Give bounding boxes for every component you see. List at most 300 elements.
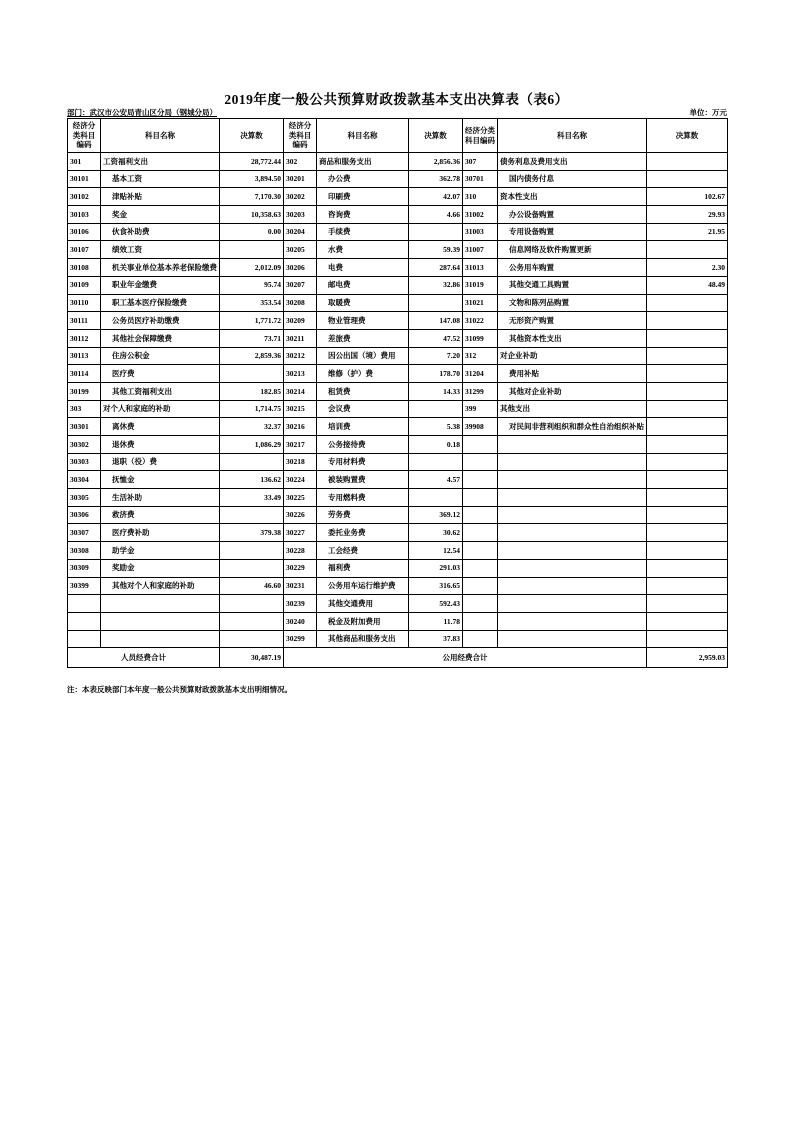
econ-code-cell: 30304 bbox=[68, 471, 101, 489]
econ-code-cell: 31013 bbox=[463, 259, 498, 277]
amount-cell bbox=[647, 612, 728, 630]
amount-cell: 1,771.72 bbox=[220, 312, 284, 330]
amount-cell: 362.78 bbox=[409, 170, 463, 188]
amount-cell bbox=[647, 559, 728, 577]
subject-name-cell: 差旅费 bbox=[317, 329, 409, 347]
amount-cell bbox=[647, 294, 728, 312]
subject-name-cell: 其他商品和服务支出 bbox=[317, 630, 409, 648]
subject-name-cell bbox=[101, 630, 220, 648]
subject-name-cell: 职工基本医疗保险缴费 bbox=[101, 294, 220, 312]
econ-code-cell: 30216 bbox=[284, 418, 317, 436]
amount-cell: 2,856.36 bbox=[409, 153, 463, 171]
subject-name-cell: 维修（护）费 bbox=[317, 365, 409, 383]
subject-name-cell: 专用材料费 bbox=[317, 453, 409, 471]
subject-name-cell: 手续费 bbox=[317, 223, 409, 241]
subject-name-cell: 其他资本性支出 bbox=[498, 329, 647, 347]
econ-code-cell bbox=[463, 612, 498, 630]
amount-cell bbox=[647, 506, 728, 524]
amount-cell bbox=[647, 312, 728, 330]
public-total-value: 2,959.03 bbox=[647, 648, 728, 668]
subject-name-cell bbox=[101, 612, 220, 630]
subject-name-cell: 住房公积金 bbox=[101, 347, 220, 365]
header-amount: 决算数 bbox=[220, 119, 284, 153]
econ-code-cell: 30308 bbox=[68, 542, 101, 560]
subject-name-cell: 费用补贴 bbox=[498, 365, 647, 383]
header-econ-code: 经济分类科目编码 bbox=[463, 119, 498, 153]
document-title: 2019年度一般公共预算财政拨款基本支出决算表（表6） bbox=[224, 92, 569, 107]
subject-name-cell: 其他对企业补助 bbox=[498, 382, 647, 400]
subject-name-cell: 水费 bbox=[317, 241, 409, 259]
table-row bbox=[68, 241, 728, 259]
amount-cell: 102.67 bbox=[647, 188, 728, 206]
table-row bbox=[68, 206, 728, 224]
amount-cell bbox=[220, 241, 284, 259]
subject-name-cell: 基本工资 bbox=[101, 170, 220, 188]
econ-code-cell: 30307 bbox=[68, 524, 101, 542]
amount-cell bbox=[409, 400, 463, 418]
econ-code-cell: 30701 bbox=[463, 170, 498, 188]
amount-cell bbox=[647, 170, 728, 188]
econ-code-cell: 30302 bbox=[68, 436, 101, 454]
econ-code-cell: 31022 bbox=[463, 312, 498, 330]
subject-name-cell: 奖金 bbox=[101, 206, 220, 224]
subject-name-cell: 医疗费补助 bbox=[101, 524, 220, 542]
table-row bbox=[68, 542, 728, 560]
subject-name-cell: 公务用车运行维护费 bbox=[317, 577, 409, 595]
econ-code-cell bbox=[463, 524, 498, 542]
econ-code-cell: 310 bbox=[463, 188, 498, 206]
econ-code-cell: 30111 bbox=[68, 312, 101, 330]
amount-cell: 73.71 bbox=[220, 329, 284, 347]
table-row bbox=[68, 489, 728, 507]
table-row bbox=[68, 276, 728, 294]
subject-name-cell: 劳务费 bbox=[317, 506, 409, 524]
amount-cell: 0.00 bbox=[220, 223, 284, 241]
subject-name-cell: 会议费 bbox=[317, 400, 409, 418]
table-row bbox=[68, 188, 728, 206]
subject-name-cell: 因公出国（境）费用 bbox=[317, 347, 409, 365]
econ-code-cell: 30114 bbox=[68, 365, 101, 383]
econ-code-cell: 31003 bbox=[463, 223, 498, 241]
subject-name-cell bbox=[498, 436, 647, 454]
personnel-total-label: 人员经费合计 bbox=[68, 648, 220, 668]
subject-name-cell: 工资福利支出 bbox=[101, 153, 220, 171]
subject-name-cell bbox=[498, 453, 647, 471]
econ-code-cell: 30212 bbox=[284, 347, 317, 365]
amount-cell: 136.62 bbox=[220, 471, 284, 489]
econ-code-cell: 30399 bbox=[68, 577, 101, 595]
amount-cell: 1,086.29 bbox=[220, 436, 284, 454]
econ-code-cell: 39908 bbox=[463, 418, 498, 436]
econ-code-cell bbox=[68, 595, 101, 613]
table-row bbox=[68, 595, 728, 613]
amount-cell: 4.57 bbox=[409, 471, 463, 489]
subject-name-cell bbox=[498, 612, 647, 630]
subject-name-cell: 职业年金缴费 bbox=[101, 276, 220, 294]
amount-cell: 59.39 bbox=[409, 241, 463, 259]
econ-code-cell bbox=[463, 436, 498, 454]
subject-name-cell: 咨询费 bbox=[317, 206, 409, 224]
subject-name-cell: 国内债务付息 bbox=[498, 170, 647, 188]
amount-cell: 178.70 bbox=[409, 365, 463, 383]
subject-name-cell: 对企业补助 bbox=[498, 347, 647, 365]
econ-code-cell: 30209 bbox=[284, 312, 317, 330]
subject-name-cell: 电费 bbox=[317, 259, 409, 277]
econ-code-cell: 307 bbox=[463, 153, 498, 171]
amount-cell: 12.54 bbox=[409, 542, 463, 560]
subject-name-cell: 助学金 bbox=[101, 542, 220, 560]
econ-code-cell: 30206 bbox=[284, 259, 317, 277]
amount-cell bbox=[220, 453, 284, 471]
econ-code-cell: 31099 bbox=[463, 329, 498, 347]
personnel-total-value: 30,487.19 bbox=[220, 648, 284, 668]
table-row bbox=[68, 170, 728, 188]
table-row bbox=[68, 612, 728, 630]
econ-code-cell: 30211 bbox=[284, 329, 317, 347]
econ-code-cell: 30109 bbox=[68, 276, 101, 294]
econ-code-cell bbox=[463, 577, 498, 595]
econ-code-cell: 30106 bbox=[68, 223, 101, 241]
econ-code-cell: 31021 bbox=[463, 294, 498, 312]
econ-code-cell: 30225 bbox=[284, 489, 317, 507]
econ-code-cell: 30107 bbox=[68, 241, 101, 259]
econ-code-cell: 30239 bbox=[284, 595, 317, 613]
subject-name-cell: 工会经费 bbox=[317, 542, 409, 560]
amount-cell bbox=[647, 347, 728, 365]
amount-cell bbox=[647, 595, 728, 613]
econ-code-cell: 31007 bbox=[463, 241, 498, 259]
amount-cell bbox=[647, 329, 728, 347]
department-label: 部门：武汉市公安局青山区分局（钢城分局） bbox=[67, 108, 217, 117]
subject-name-cell bbox=[498, 559, 647, 577]
econ-code-cell: 30227 bbox=[284, 524, 317, 542]
table-row bbox=[68, 630, 728, 648]
econ-code-cell: 30101 bbox=[68, 170, 101, 188]
econ-code-cell: 30201 bbox=[284, 170, 317, 188]
table-row bbox=[68, 418, 728, 436]
subject-name-cell: 奖励金 bbox=[101, 559, 220, 577]
econ-code-cell: 30203 bbox=[284, 206, 317, 224]
econ-code-cell: 30112 bbox=[68, 329, 101, 347]
amount-cell: 29.93 bbox=[647, 206, 728, 224]
amount-cell: 28,772.44 bbox=[220, 153, 284, 171]
table-row bbox=[68, 453, 728, 471]
amount-cell: 95.74 bbox=[220, 276, 284, 294]
table-row bbox=[68, 294, 728, 312]
econ-code-cell: 30207 bbox=[284, 276, 317, 294]
econ-code-cell bbox=[463, 595, 498, 613]
subject-name-cell: 商品和服务支出 bbox=[317, 153, 409, 171]
public-total-label: 公用经费合计 bbox=[284, 648, 647, 668]
subject-name-cell: 无形资产购置 bbox=[498, 312, 647, 330]
econ-code-cell: 30226 bbox=[284, 506, 317, 524]
econ-code-cell: 30301 bbox=[68, 418, 101, 436]
subject-name-cell: 津贴补贴 bbox=[101, 188, 220, 206]
econ-code-cell: 30102 bbox=[68, 188, 101, 206]
econ-code-cell: 30199 bbox=[68, 382, 101, 400]
amount-cell: 379.38 bbox=[220, 524, 284, 542]
table-row bbox=[68, 506, 728, 524]
subject-name-cell: 文物和陈列品购置 bbox=[498, 294, 647, 312]
subject-name-cell: 取暖费 bbox=[317, 294, 409, 312]
subject-name-cell bbox=[498, 506, 647, 524]
amount-cell bbox=[647, 241, 728, 259]
meta-row bbox=[67, 105, 727, 118]
econ-code-cell: 30110 bbox=[68, 294, 101, 312]
amount-cell: 0.18 bbox=[409, 436, 463, 454]
subject-name-cell: 其他交通费用 bbox=[317, 595, 409, 613]
table-row bbox=[68, 524, 728, 542]
econ-code-cell: 30306 bbox=[68, 506, 101, 524]
subject-name-cell: 其他工资福利支出 bbox=[101, 382, 220, 400]
amount-cell: 316.65 bbox=[409, 577, 463, 595]
table-body bbox=[68, 153, 728, 668]
econ-code-cell: 30208 bbox=[284, 294, 317, 312]
amount-cell: 2,859.36 bbox=[220, 347, 284, 365]
subject-name-cell: 机关事业单位基本养老保险缴费 bbox=[101, 259, 220, 277]
amount-cell: 30.62 bbox=[409, 524, 463, 542]
subject-name-cell: 退休费 bbox=[101, 436, 220, 454]
subject-name-cell: 税金及附加费用 bbox=[317, 612, 409, 630]
amount-cell: 2,012.09 bbox=[220, 259, 284, 277]
econ-code-cell: 30202 bbox=[284, 188, 317, 206]
amount-cell bbox=[220, 542, 284, 560]
totals-row bbox=[68, 648, 728, 668]
econ-code-cell: 30204 bbox=[284, 223, 317, 241]
amount-cell: 2.30 bbox=[647, 259, 728, 277]
econ-code-cell: 30215 bbox=[284, 400, 317, 418]
subject-name-cell: 对个人和家庭的补助 bbox=[101, 400, 220, 418]
table-row bbox=[68, 329, 728, 347]
subject-name-cell: 专用设备购置 bbox=[498, 223, 647, 241]
econ-code-cell: 30229 bbox=[284, 559, 317, 577]
econ-code-cell bbox=[68, 612, 101, 630]
table-row bbox=[68, 365, 728, 383]
amount-cell: 11.78 bbox=[409, 612, 463, 630]
econ-code-cell: 30218 bbox=[284, 453, 317, 471]
subject-name-cell: 债务利息及费用支出 bbox=[498, 153, 647, 171]
subject-name-cell: 办公设备购置 bbox=[498, 206, 647, 224]
decision-table bbox=[67, 118, 728, 668]
subject-name-cell: 福利费 bbox=[317, 559, 409, 577]
amount-cell: 287.64 bbox=[409, 259, 463, 277]
econ-code-cell: 30214 bbox=[284, 382, 317, 400]
amount-cell: 37.83 bbox=[409, 630, 463, 648]
amount-cell: 14.33 bbox=[409, 382, 463, 400]
subject-name-cell: 印刷费 bbox=[317, 188, 409, 206]
econ-code-cell bbox=[68, 630, 101, 648]
subject-name-cell bbox=[498, 524, 647, 542]
econ-code-cell: 30228 bbox=[284, 542, 317, 560]
econ-code-cell: 302 bbox=[284, 153, 317, 171]
econ-code-cell: 30309 bbox=[68, 559, 101, 577]
amount-cell bbox=[647, 542, 728, 560]
econ-code-cell: 30231 bbox=[284, 577, 317, 595]
subject-name-cell bbox=[498, 489, 647, 507]
subject-name-cell: 绩效工资 bbox=[101, 241, 220, 259]
econ-code-cell bbox=[463, 506, 498, 524]
amount-cell bbox=[647, 453, 728, 471]
amount-cell bbox=[647, 471, 728, 489]
amount-cell: 1,714.75 bbox=[220, 400, 284, 418]
subject-name-cell: 抚恤金 bbox=[101, 471, 220, 489]
econ-code-cell: 31019 bbox=[463, 276, 498, 294]
table-row bbox=[68, 559, 728, 577]
econ-code-cell: 30299 bbox=[284, 630, 317, 648]
subject-name-cell: 对民间非营利组织和群众性自治组织补贴 bbox=[498, 418, 647, 436]
subject-name-cell: 资本性支出 bbox=[498, 188, 647, 206]
header-amount: 决算数 bbox=[647, 119, 728, 153]
table-row bbox=[68, 223, 728, 241]
subject-name-cell: 救济费 bbox=[101, 506, 220, 524]
econ-code-cell: 30205 bbox=[284, 241, 317, 259]
subject-name-cell bbox=[498, 595, 647, 613]
subject-name-cell: 公务用车购置 bbox=[498, 259, 647, 277]
table-row bbox=[68, 400, 728, 418]
amount-cell: 42.07 bbox=[409, 188, 463, 206]
table-row bbox=[68, 471, 728, 489]
table-row bbox=[68, 259, 728, 277]
subject-name-cell: 租赁费 bbox=[317, 382, 409, 400]
amount-cell bbox=[647, 400, 728, 418]
subject-name-cell: 其他社会保障缴费 bbox=[101, 329, 220, 347]
subject-name-cell: 其他对个人和家庭的补助 bbox=[101, 577, 220, 595]
amount-cell bbox=[220, 630, 284, 648]
subject-name-cell bbox=[498, 630, 647, 648]
econ-code-cell: 31299 bbox=[463, 382, 498, 400]
amount-cell bbox=[647, 489, 728, 507]
subject-name-cell: 物业管理费 bbox=[317, 312, 409, 330]
amount-cell bbox=[647, 436, 728, 454]
header-subject-name: 科目名称 bbox=[101, 119, 220, 153]
table-note: 注：本表反映部门本年度一般公共预算财政拨款基本支出明细情况。 bbox=[67, 685, 292, 694]
amount-cell: 46.60 bbox=[220, 577, 284, 595]
amount-cell bbox=[647, 577, 728, 595]
subject-name-cell: 培训费 bbox=[317, 418, 409, 436]
econ-code-cell: 30240 bbox=[284, 612, 317, 630]
econ-code-cell: 31002 bbox=[463, 206, 498, 224]
econ-code-cell: 30305 bbox=[68, 489, 101, 507]
subject-name-cell: 生活补助 bbox=[101, 489, 220, 507]
amount-cell bbox=[409, 489, 463, 507]
table-row bbox=[68, 153, 728, 171]
amount-cell bbox=[409, 453, 463, 471]
econ-code-cell: 399 bbox=[463, 400, 498, 418]
table-row bbox=[68, 312, 728, 330]
econ-code-cell: 30224 bbox=[284, 471, 317, 489]
subject-name-cell: 信息网络及软件购置更新 bbox=[498, 241, 647, 259]
econ-code-cell bbox=[463, 559, 498, 577]
header-subject-name: 科目名称 bbox=[498, 119, 647, 153]
econ-code-cell: 30303 bbox=[68, 453, 101, 471]
econ-code-cell: 30103 bbox=[68, 206, 101, 224]
subject-name-cell bbox=[498, 471, 647, 489]
amount-cell: 592.43 bbox=[409, 595, 463, 613]
econ-code-cell bbox=[463, 489, 498, 507]
amount-cell bbox=[220, 595, 284, 613]
econ-code-cell bbox=[463, 542, 498, 560]
subject-name-cell: 离休费 bbox=[101, 418, 220, 436]
amount-cell bbox=[647, 382, 728, 400]
amount-cell bbox=[647, 365, 728, 383]
amount-cell: 48.49 bbox=[647, 276, 728, 294]
econ-code-cell: 301 bbox=[68, 153, 101, 171]
amount-cell: 32.86 bbox=[409, 276, 463, 294]
econ-code-cell bbox=[463, 630, 498, 648]
amount-cell: 4.66 bbox=[409, 206, 463, 224]
amount-cell: 33.49 bbox=[220, 489, 284, 507]
amount-cell bbox=[409, 223, 463, 241]
econ-code-cell: 30113 bbox=[68, 347, 101, 365]
amount-cell: 47.52 bbox=[409, 329, 463, 347]
amount-cell: 3,894.50 bbox=[220, 170, 284, 188]
table-row bbox=[68, 577, 728, 595]
econ-code-cell: 31204 bbox=[463, 365, 498, 383]
table-row bbox=[68, 436, 728, 454]
econ-code-cell bbox=[463, 453, 498, 471]
econ-code-cell bbox=[463, 471, 498, 489]
subject-name-cell bbox=[498, 542, 647, 560]
econ-code-cell: 30213 bbox=[284, 365, 317, 383]
subject-name-cell: 公务员医疗补助缴费 bbox=[101, 312, 220, 330]
amount-cell: 10,358.63 bbox=[220, 206, 284, 224]
amount-cell bbox=[409, 294, 463, 312]
econ-code-cell: 30217 bbox=[284, 436, 317, 454]
subject-name-cell: 退职（役）费 bbox=[101, 453, 220, 471]
econ-code-cell: 312 bbox=[463, 347, 498, 365]
subject-name-cell: 其他支出 bbox=[498, 400, 647, 418]
amount-cell bbox=[647, 418, 728, 436]
subject-name-cell: 邮电费 bbox=[317, 276, 409, 294]
header-subject-name: 科目名称 bbox=[317, 119, 409, 153]
amount-cell bbox=[647, 153, 728, 171]
subject-name-cell bbox=[498, 577, 647, 595]
econ-code-cell: 30108 bbox=[68, 259, 101, 277]
unit-label: 单位：万元 bbox=[689, 108, 727, 117]
amount-cell: 32.37 bbox=[220, 418, 284, 436]
amount-cell bbox=[647, 524, 728, 542]
table-row bbox=[68, 382, 728, 400]
subject-name-cell: 委托业务费 bbox=[317, 524, 409, 542]
subject-name-cell: 被装购置费 bbox=[317, 471, 409, 489]
amount-cell bbox=[647, 630, 728, 648]
table-row bbox=[68, 347, 728, 365]
subject-name-cell: 办公费 bbox=[317, 170, 409, 188]
header-econ-code: 经济分类科目编码 bbox=[284, 119, 317, 153]
subject-name-cell: 公务接待费 bbox=[317, 436, 409, 454]
amount-cell: 7,170.30 bbox=[220, 188, 284, 206]
subject-name-cell: 医疗费 bbox=[101, 365, 220, 383]
header-amount: 决算数 bbox=[409, 119, 463, 153]
amount-cell: 353.54 bbox=[220, 294, 284, 312]
subject-name-cell: 专用燃料费 bbox=[317, 489, 409, 507]
amount-cell: 369.12 bbox=[409, 506, 463, 524]
amount-cell: 5.38 bbox=[409, 418, 463, 436]
amount-cell: 182.85 bbox=[220, 382, 284, 400]
header-econ-code: 经济分类科目编码 bbox=[68, 119, 101, 153]
amount-cell bbox=[220, 365, 284, 383]
subject-name-cell bbox=[101, 595, 220, 613]
amount-cell: 291.03 bbox=[409, 559, 463, 577]
table-header-row bbox=[68, 119, 728, 153]
subject-name-cell: 其他交通工具购置 bbox=[498, 276, 647, 294]
subject-name-cell: 伙食补助费 bbox=[101, 223, 220, 241]
amount-cell bbox=[220, 559, 284, 577]
amount-cell: 21.95 bbox=[647, 223, 728, 241]
amount-cell: 147.08 bbox=[409, 312, 463, 330]
econ-code-cell: 303 bbox=[68, 400, 101, 418]
amount-cell: 7.20 bbox=[409, 347, 463, 365]
